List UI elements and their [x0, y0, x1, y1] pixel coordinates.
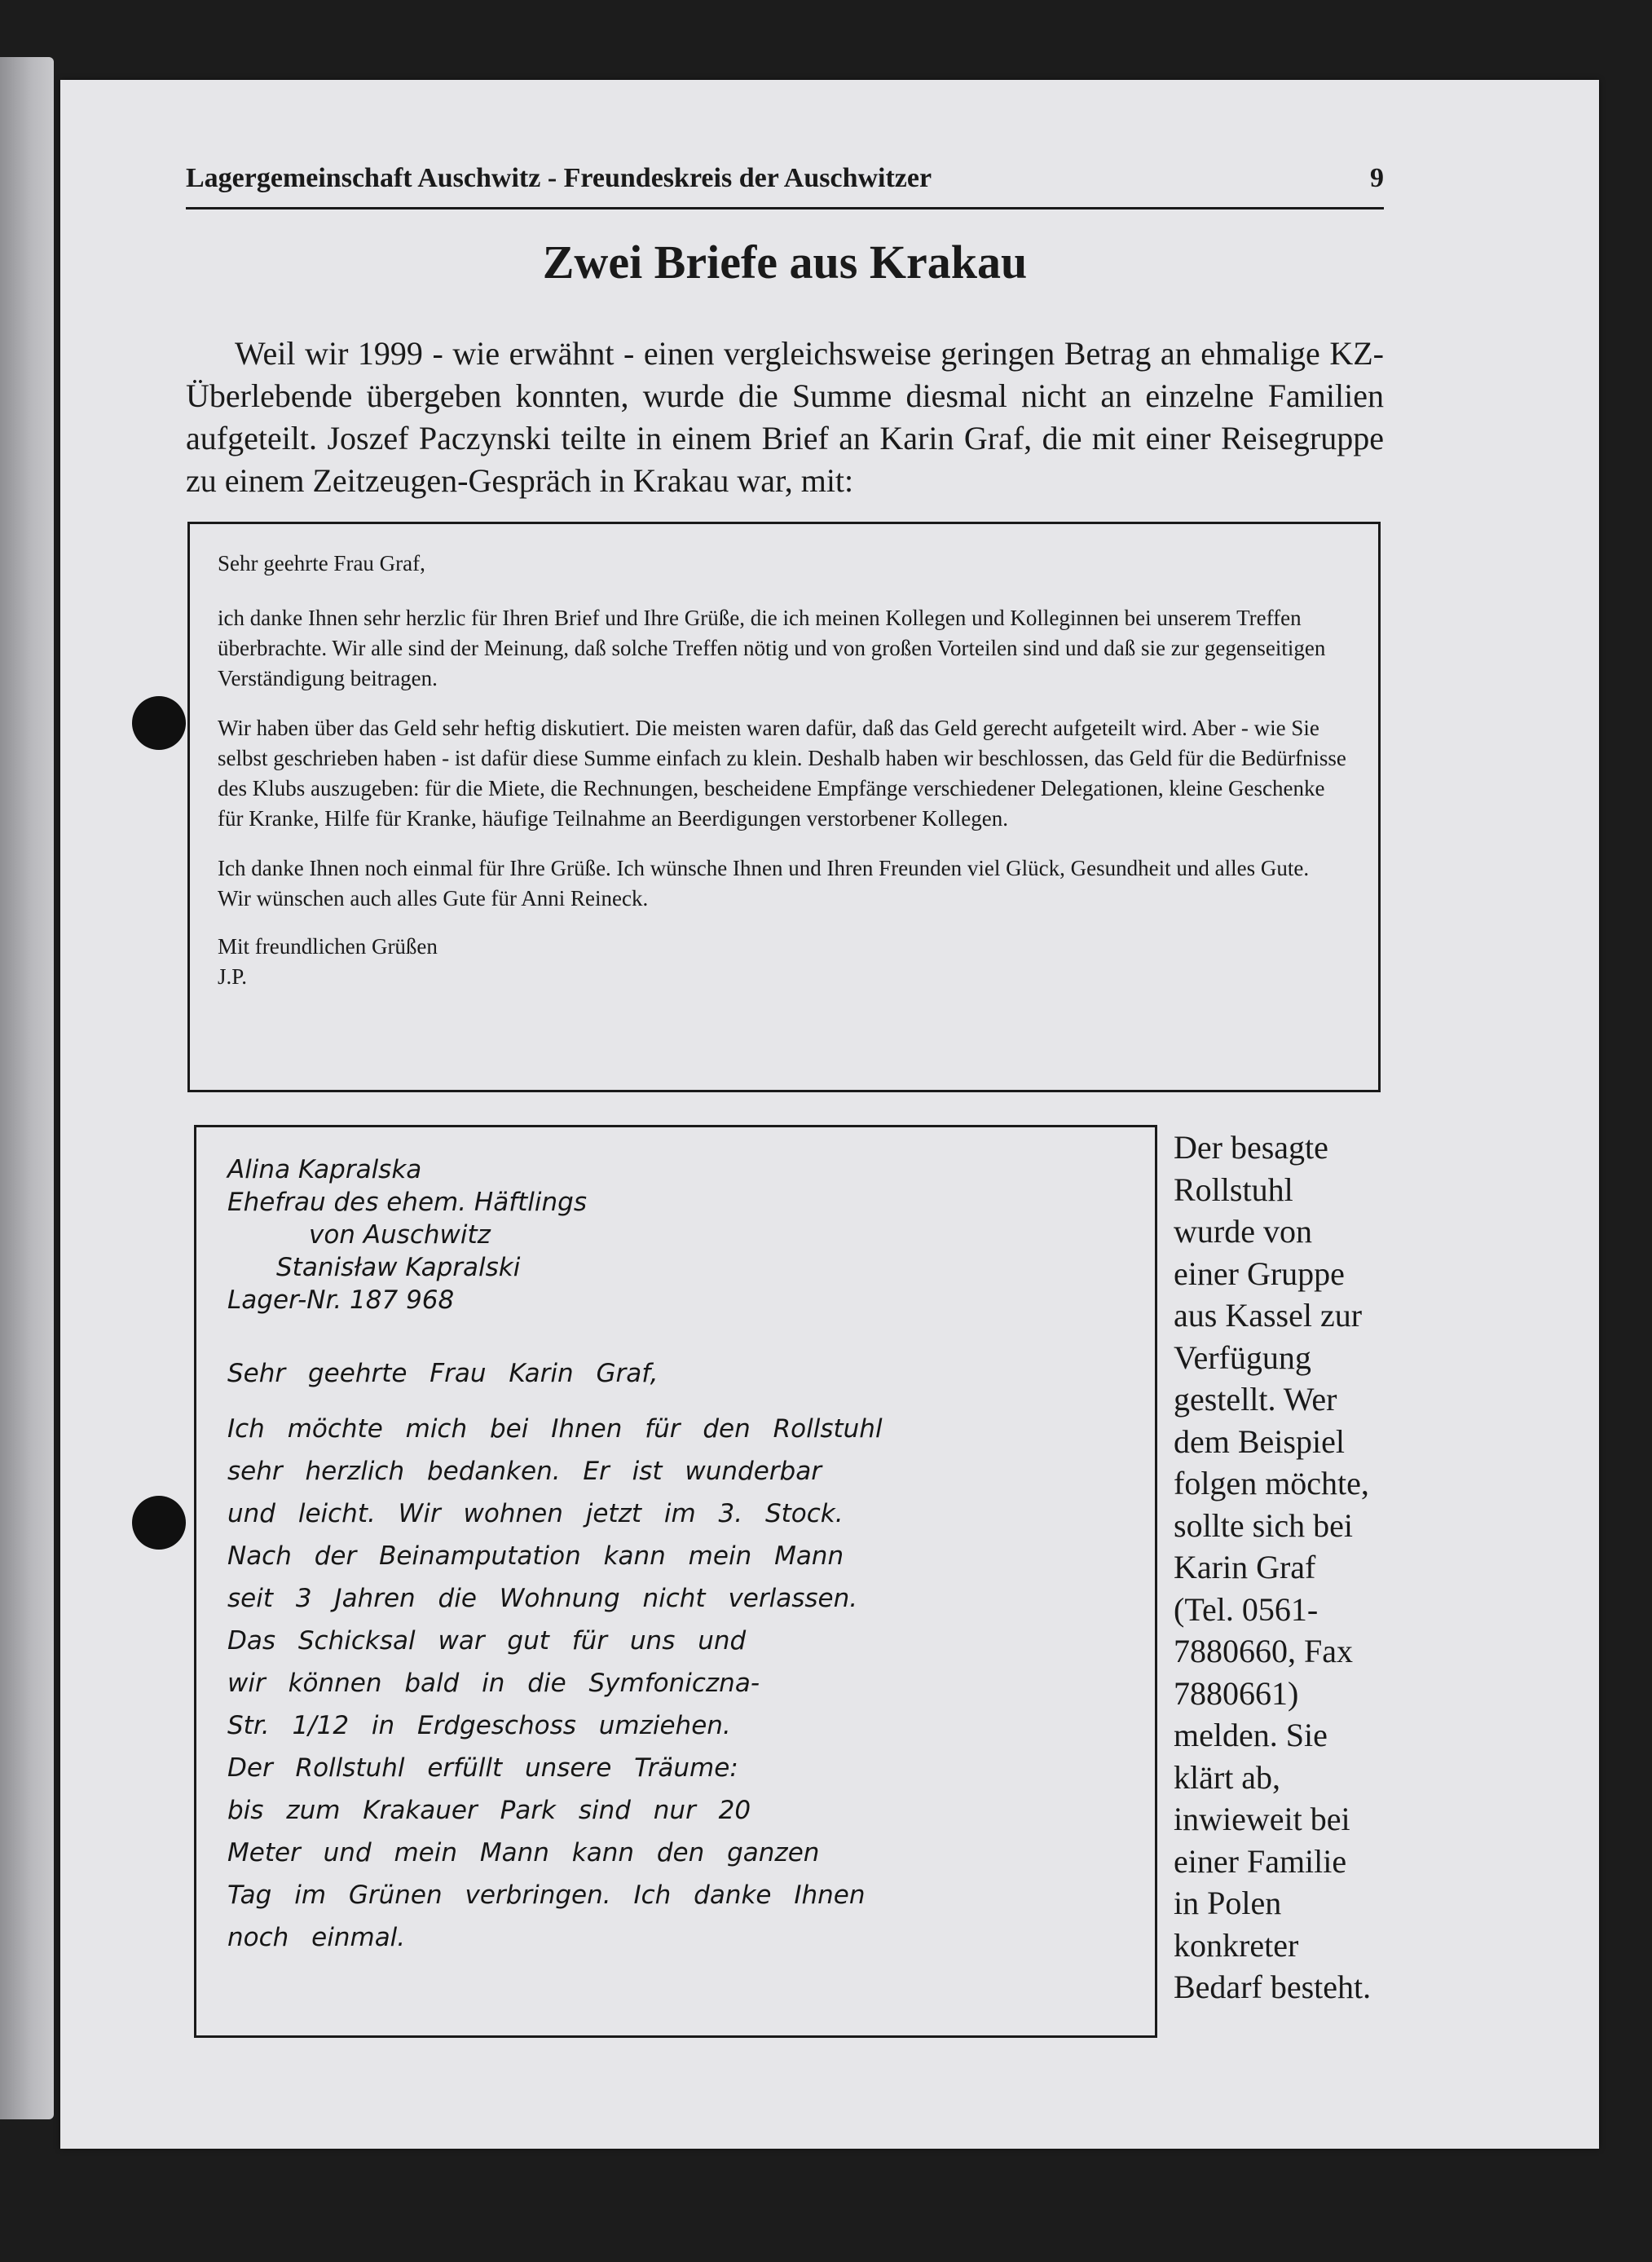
- handwritten-address-line: Stanisław Kapralski: [276, 1253, 521, 1282]
- intro-paragraph: Weil wir 1999 - wie erwähnt - einen vergleichsweise geringen Betrag an ehmalige KZ-Überlebende übergeben konnten, wurde die Summe diesmal nicht an einzelne Familien aufgeteilt. Joszef Paczynski teilte in einem Brief an Karin Graf, die mit einer Reisegruppe zu einem Zeitzeugen-Gespräch in Krakau war, mit:: [186, 335, 1384, 499]
- binder-hole-bottom: [132, 1496, 186, 1550]
- handwritten-line: wir können bald in die Symfoniczna-: [227, 1669, 760, 1698]
- handwritten-line: bis zum Krakauer Park sind nur 20: [227, 1796, 751, 1825]
- handwritten-line: Das Schicksal war gut für uns und: [227, 1626, 747, 1656]
- letter-paragraph: Ich danke Ihnen noch einmal für Ihre Grüße. Ich wünsche Ihnen und Ihren Freunden viel Glück, Gesundheit und alles Gute.: [218, 856, 1310, 880]
- handwritten-salutation: Sehr geehrte Frau Karin Graf,: [227, 1359, 659, 1388]
- running-header: [186, 160, 1384, 209]
- sidebar-note: Der besagte Rollstuhl wurde von einer Gruppe aus Kassel zur Verfügung gestellt. Wer dem Beispiel folgen möchte, sollte sich bei Karin Graf (Tel. 0561-7880660, Fax 7880661) melden. Sie klärt ab, inwieweit bei einer Familie in Polen konkreter Bedarf besteht.: [1174, 1129, 1372, 2005]
- letter-salutation: Sehr geehrte Frau Graf,: [218, 551, 425, 575]
- handwritten-letter-box: [194, 1125, 1157, 2038]
- handwritten-body: [227, 1352, 1124, 1959]
- handwritten-line: noch einmal.: [227, 1923, 406, 1952]
- handwritten-line: und leicht. Wir wohnen jetzt im 3. Stock.: [227, 1499, 844, 1528]
- handwritten-line: Ich möchte mich bei Ihnen für den Rollstuhl: [227, 1414, 883, 1444]
- handwritten-address: [227, 1153, 1124, 1316]
- handwritten-address-line: Ehefrau des ehem. Häftlings: [227, 1188, 587, 1217]
- handwritten-line: Tag im Grünen verbringen. Ich danke Ihnen: [227, 1881, 866, 1910]
- handwritten-address-line: Alina Kapralska: [227, 1155, 422, 1184]
- article-title: Zwei Briefe aus Krakau: [542, 236, 1028, 289]
- handwritten-line: Str. 1/12 in Erdgeschoss umziehen.: [227, 1711, 731, 1740]
- handwritten-address-line: Lager-Nr. 187 968: [227, 1285, 455, 1315]
- page-number: 9: [1370, 163, 1384, 193]
- letter-paragraph: Wir haben über das Geld sehr heftig diskutiert. Die meisten waren dafür, daß das Geld gerecht aufgeteilt wird. Aber - wie Sie selbst geschrieben haben - ist dafür diese Summe einfach zu klein. Deshalb haben wir beschlossen, das Geld für die Bedürfnisse des Klubs auszugeben: für die Miete, die Rechnungen, bescheidene Empfänge verschiedener Delegationen, kleine Geschenke für Kranke, Hilfe für Kranke, häufige Teilnahme an Beerdigungen verstorbener Kollegen.: [218, 716, 1346, 831]
- header-title: Lagergemeinschaft Auschwitz - Freundeskreis der Auschwitzer: [186, 163, 932, 193]
- handwritten-line: Meter und mein Mann kann den ganzen: [227, 1838, 820, 1867]
- handwritten-address-line: von Auschwitz: [309, 1220, 491, 1250]
- letter-closing: Mit freundlichen Grüßen: [218, 934, 438, 959]
- letter-signature: J.P.: [218, 964, 248, 989]
- handwritten-line: seit 3 Jahren die Wohnung nicht verlassen.: [227, 1584, 858, 1613]
- letter-paragraph: ich danke Ihnen sehr herzlic für Ihren Brief und Ihre Grüße, die ich meinen Kollegen und Kolleginnen bei unserem Treffen überbrachte. Wir alle sind der Meinung, daß solche Treffen nötig und von großen Vorteilen sind und daß sie zur gegenseitigen Verständigung beitragen.: [218, 606, 1326, 690]
- handwritten-line: Der Rollstuhl erfüllt unsere Träume:: [227, 1753, 738, 1783]
- handwritten-line: sehr herzlich bedanken. Er ist wunderbar: [227, 1457, 822, 1486]
- adjacent-page-edge: [0, 57, 54, 2119]
- letter-paragraph: Wir wünschen auch alles Gute für Anni Reineck.: [218, 886, 649, 911]
- handwritten-line: Nach der Beinamputation kann mein Mann: [227, 1541, 844, 1571]
- typed-letter-box: [187, 522, 1381, 1092]
- binder-hole-top: [132, 696, 186, 750]
